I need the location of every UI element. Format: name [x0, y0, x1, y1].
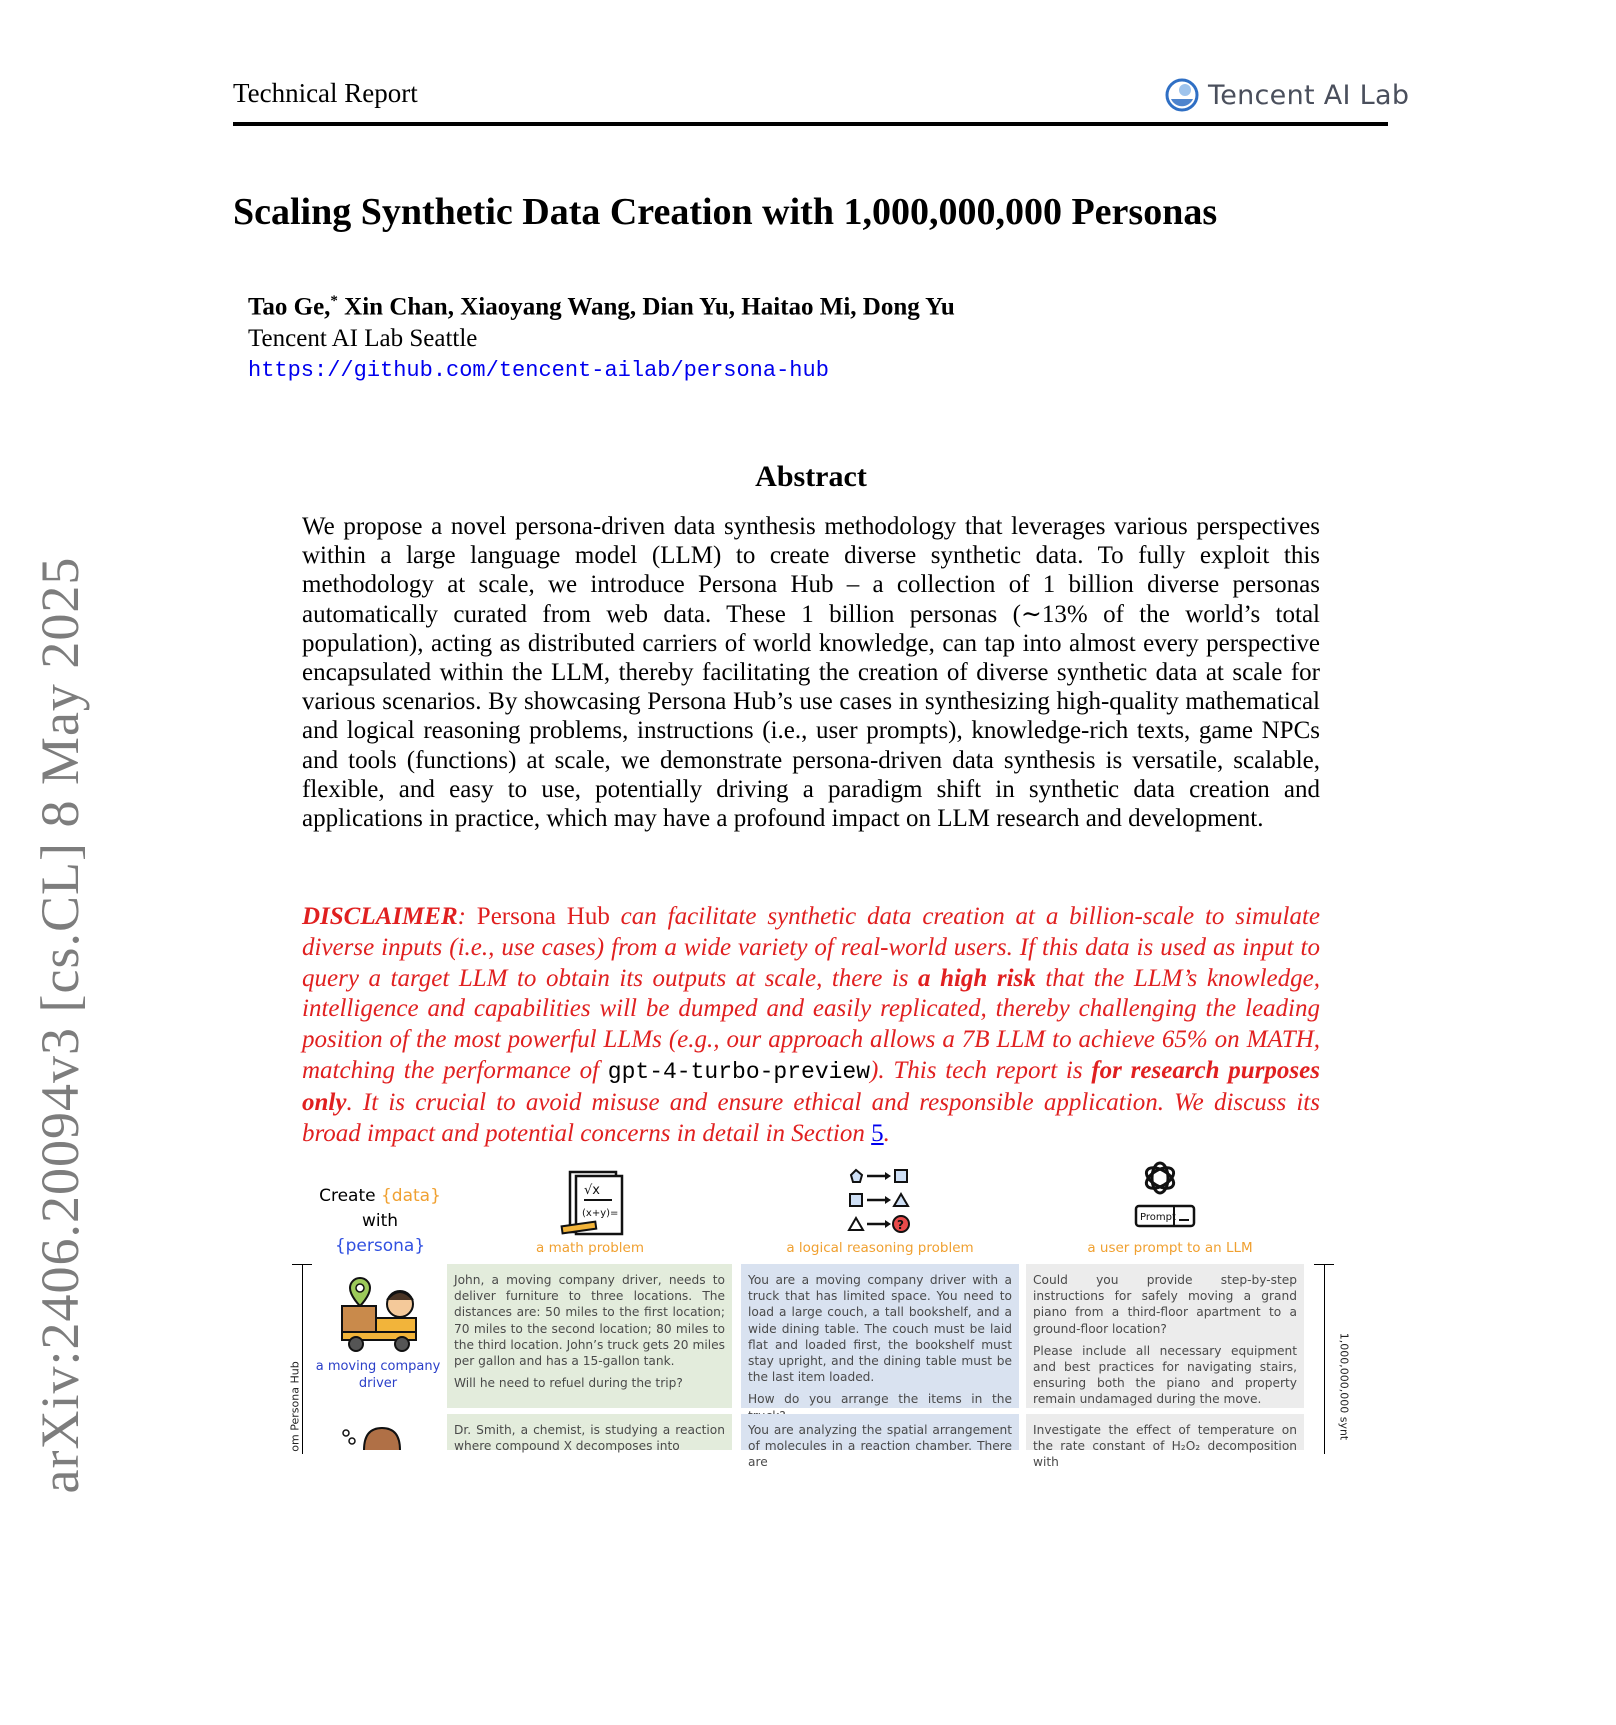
caption-logical-reasoning: a logical reasoning problem: [786, 1240, 974, 1256]
disclaimer-research-only: for research purposes only: [302, 1056, 1320, 1116]
disclaimer-colon: :: [457, 903, 477, 930]
logic-shapes-icon: [845, 1165, 915, 1235]
header-logo: [1165, 78, 1409, 112]
row2-math-text: Dr. Smith, a chemist, is studying a reaction where compound X decomposes into: [454, 1423, 725, 1454]
arxiv-identifier-stamp: arXiv:2406.20094v3 [cs.CL] 8 May 2025: [30, 556, 90, 1494]
row1-logic-text: You are a moving company driver with a truck that has limited space. You need to load a large couch, a tall bookshelf, and a wide dining table. The couch must be laid flat and loaded first, the bookshelf must stay upright, and the dining table must be the last item loaded.: [748, 1273, 1012, 1385]
right-axis-tick: [1314, 1264, 1334, 1265]
row2-logic-text: You are analyzing the spatial arrangement of molecules in a reaction chamber. There are: [748, 1423, 1012, 1470]
row1-user-prompt-cell: [1026, 1264, 1304, 1408]
svg-text:(x+y)=: (x+y)=: [582, 1208, 619, 1219]
left-axis-line: [302, 1264, 303, 1454]
header-rule: [233, 122, 1388, 126]
corresponding-mark: *: [330, 293, 338, 309]
create-word: Create: [319, 1186, 381, 1206]
abstract-body: We propose a novel persona-driven data synthesis methodology that leverages various perspectives within a large language model (LLM) to create diverse synthetic data. To fully exploit this methodology at scale, we introduce Persona Hub – a collection of 1 billion diverse personas automatically curated from web data. These 1 billion personas (∼13% of the world’s total population), acting as distributed carriers of world knowledge, can tap into almost every perspective encapsulated within the LLM, thereby facilitating the creation of diverse synthetic data at scale for various scenarios. By showcasing Persona Hub’s use cases in synthesizing high-quality mathematical and logical reasoning problems, instructions (i.e., user prompts), knowledge-rich texts, game NPCs and tools (functions) at scale, we demonstrate persona-driven data synthesis is versatile, scalable, flexible, and easy to use, potentially driving a paradigm shift in synthetic data creation and applications in practice, which may have a profound impact on LLM research and development.: [302, 513, 1320, 833]
row2-logic-problem-cell: [741, 1414, 1019, 1470]
moving-driver-avatar-icon: [340, 1276, 420, 1354]
caption-user-prompt: a user prompt to an LLM: [1087, 1240, 1253, 1256]
first-author: Tao Ge,: [248, 293, 331, 321]
right-axis-line: [1324, 1264, 1325, 1454]
left-axis-tick: [292, 1264, 312, 1265]
disclaimer-end: .: [883, 1119, 890, 1147]
section-link[interactable]: 5: [871, 1119, 884, 1147]
header-lab-name: Tencent AI Lab: [1208, 79, 1410, 111]
disclaimer-persona-hub: Persona Hub: [476, 903, 610, 930]
create-persona-token: {persona}: [334, 1236, 426, 1256]
math-worksheet-icon: [562, 1168, 632, 1238]
row1-prompt-detail: Please include all necessary equipment and best practices for navigating stairs, ensuring both the piano and property remain undamaged during the move.: [1033, 1343, 1297, 1407]
row1-logic-question: How do you arrange the items in the: [748, 1392, 1012, 1407]
disclaimer-text-2: that the LLM’s knowledge, intelligence and capabilities will be dumped and easily replicated, thereby challenging the leading position of the most powerful LLMs (e.g., our approach allows a 7B LLM to achieve 65% on MATH, matching the performance of: [302, 964, 1320, 1084]
right-axis-label: 1,000,000,000 synt: [1337, 1332, 1351, 1441]
disclaimer-model-name: gpt-4-turbo-preview: [607, 1058, 871, 1085]
tencent-logo-icon: [1165, 78, 1199, 112]
affiliation: Tencent AI Lab Seattle: [248, 325, 478, 352]
disclaimer-text-1: can facilitate synthetic data creation at a billion-scale to simulate diverse inputs (i.e., use cases) from a wide variety of real-world users. If this data is used as input to query a target LLM to obtain its outputs at scale, there is: [302, 903, 1320, 992]
chemist-avatar-icon: [340, 1425, 410, 1450]
row1-math-question: Will he need to refuel during the trip?: [454, 1376, 683, 1391]
row1-logic-problem-cell: [741, 1264, 1019, 1408]
svg-text:√x: √x: [584, 1183, 600, 1198]
row2-math-problem-cell: [447, 1414, 732, 1454]
create-data-token: {data}: [380, 1186, 441, 1206]
row1-math-text: John, a moving company driver, needs to deliver furniture to three locations. The distances are: 50 miles to the first location; 70 miles to the second location; 80 miles to the third location. John’s truck gets 20 miles per gallon and has a 15-gallon tank.: [454, 1273, 725, 1369]
disclaimer-paragraph: [302, 902, 1320, 1149]
row1-math-problem-cell: [447, 1264, 732, 1408]
disclaimer-high-risk: a high risk: [918, 964, 1036, 992]
other-authors: Xin Chan, Xiaoyang Wang, Dian Yu, Haitao Mi, Dong Yu: [337, 293, 955, 321]
llm-prompt-icon: [1130, 1162, 1200, 1232]
abstract-heading: Abstract: [755, 460, 867, 493]
figure-create-label: [300, 1184, 460, 1259]
author-list: [248, 293, 955, 321]
caption-math-problem: a math problem: [536, 1240, 644, 1256]
header-report-type: Technical Report: [233, 78, 418, 108]
create-with-word: with: [361, 1211, 399, 1231]
disclaimer-text-3: ). This tech report is: [870, 1056, 1092, 1084]
disclaimer-label: DISCLAIMER: [302, 903, 458, 930]
paper-title: Scaling Synthetic Data Creation with 1,000,000,000 Personas: [233, 191, 1218, 233]
row1-prompt-text: Could you provide step-by-step instructions for safely moving a grand piano from a third-floor apartment to a ground-floor location?: [1033, 1273, 1297, 1336]
row2-prompt-text: Investigate the effect of temperature on the rate constant of H₂O₂ decomposition with: [1033, 1423, 1297, 1470]
left-axis-label: om Persona Hub: [288, 1361, 302, 1452]
prompt-icon-label: Prompt: [1140, 1212, 1176, 1223]
row2-user-prompt-cell: [1026, 1414, 1304, 1470]
svg-text:?: ?: [897, 1218, 904, 1232]
disclaimer-text-4: . It is crucial to avoid misuse and ensure ethical and responsible application. We discuss its broad impact and potential concerns in detail in Section: [302, 1088, 1320, 1147]
repo-link[interactable]: https://github.com/tencent-ailab/persona-hub: [248, 358, 829, 383]
persona-label-driver: a moving company driver: [315, 1359, 441, 1391]
